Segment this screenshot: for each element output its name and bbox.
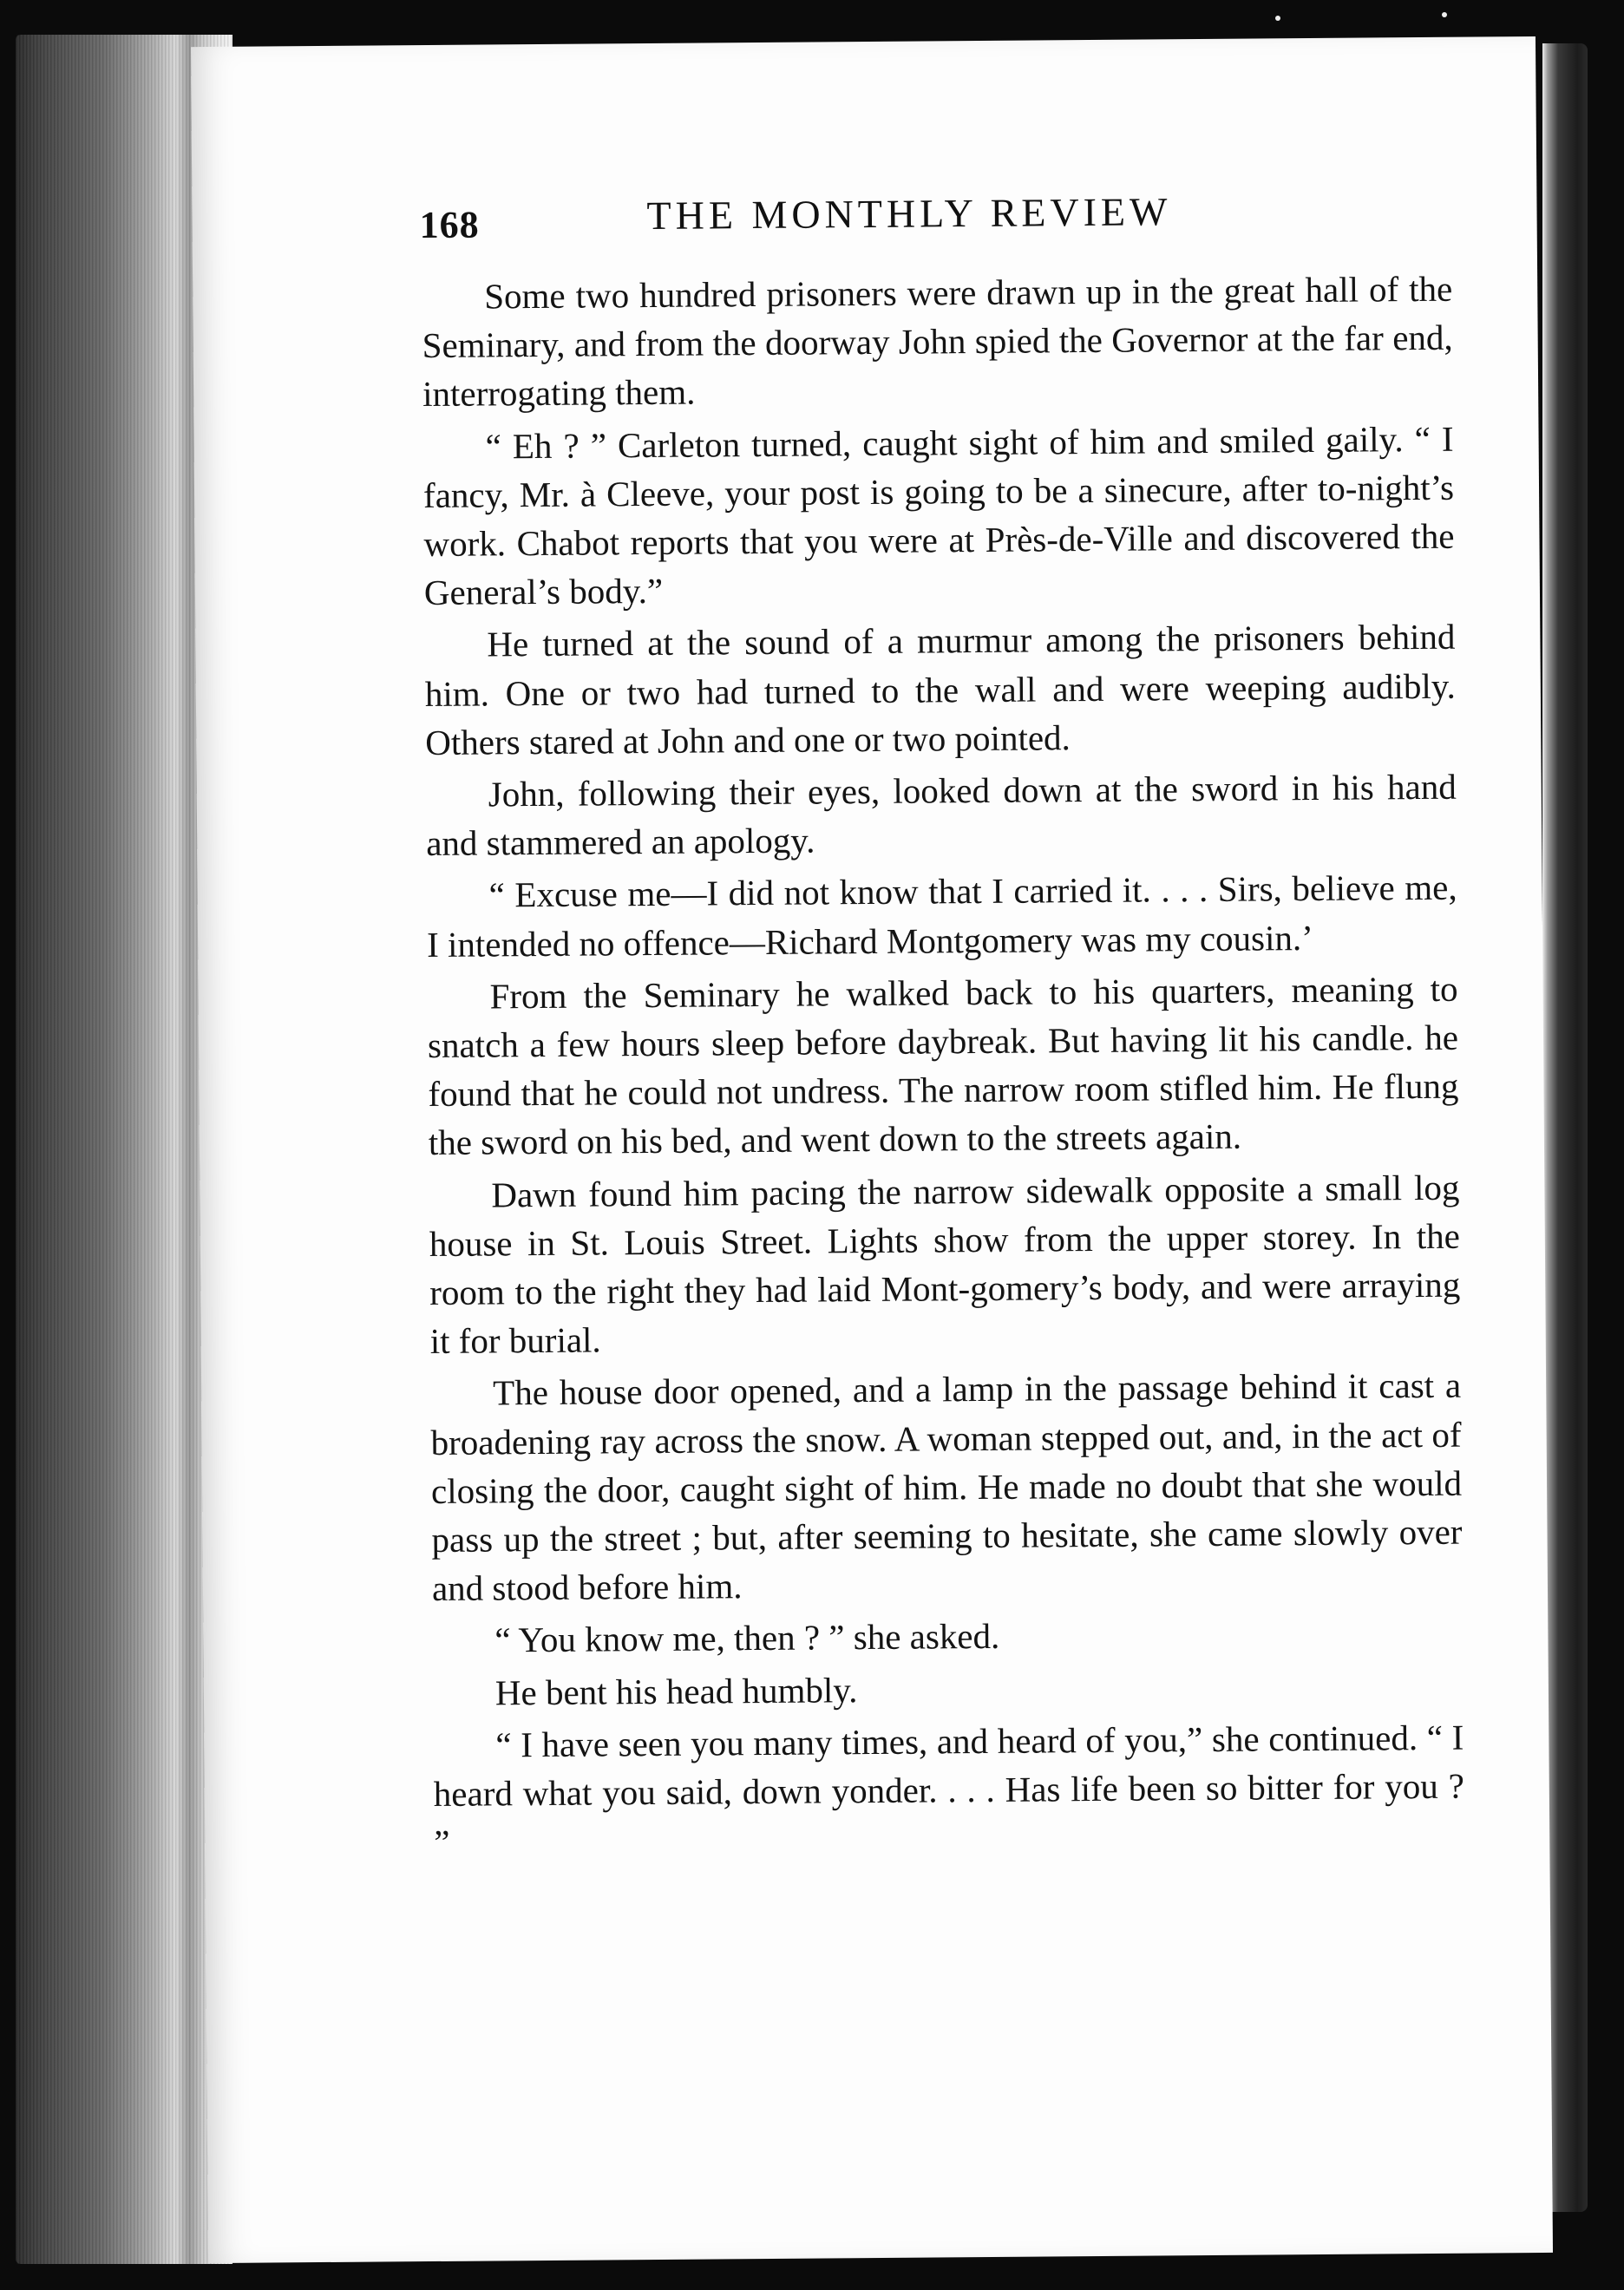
page-number: 168: [419, 203, 480, 247]
paragraph-5: “ Excuse me—I did not know that I carried it. . . . Sirs, believe me, I intended no offence—Richard Montgomery was my cousin.’: [426, 867, 1457, 965]
paragraph-2: “ Eh ? ” Carleton turned, caught sight of him and smiled gaily. “ I fancy, Mr. à Cleeve, your post is going to be a sinecure, after to-night’s work. Chabot reports that you were at Près-de-Ville and discovered the General’s body.”: [422, 418, 1455, 613]
paragraph-8: The house door opened, and a lamp in the passage behind it cast a broadening ray across the snow. A woman stepped out, and, in the act of closing the door, caught sight of him. He made no doubt that she would pass up the street ; but, after seeming to hesitate, she came slowly over and stood before him.: [430, 1365, 1463, 1609]
paragraph-3: He turned at the sound of a murmur among the prisoners behind him. One or two had turned to the wall and were weeping audibly. Others stared at John and one or two pointed.: [424, 617, 1456, 762]
paragraph-6: From the Seminary he walked back to his quarters, meaning to snatch a few hours sleep before daybreak. But having lit his candle. he found that he could not undress. The narrow room stifled him. He flung the sword on his bed, and went down to the streets again.: [427, 968, 1459, 1163]
paragraph-4: John, following their eyes, looked down at the sword in his hand and stammered an apology.: [426, 766, 1457, 864]
running-title: THE MONTHLY REVIEW: [646, 189, 1172, 239]
paragraph-1: Some two hundred prisoners were drawn up in the great hall of the Seminary, and from the doorway John spied the Governor at the far end, interrogating them.: [422, 268, 1453, 415]
page-header: [419, 186, 1461, 264]
paragraph-9: “ You know me, then ? ” she asked.: [494, 1616, 1000, 1660]
paragraph-7: Dawn found him pacing the narrow sidewalk opposite a small log house in St. Louis Street. Lights show from the upper storey. In the room to the right they had laid Mont-gomery’s body, and were arraying it for burial.: [429, 1167, 1461, 1362]
body-text: [422, 265, 1464, 1868]
scan-speck: [1442, 12, 1447, 17]
paragraph-11: “ I have seen you many times, and heard of you,” she continued. “ I heard what you said, down yonder. . . . Has life been so bitter for you ? ”: [433, 1717, 1464, 1863]
paragraph-10: He bent his head humbly.: [494, 1669, 858, 1713]
scan-speck: [1275, 16, 1280, 21]
book-page: [191, 36, 1553, 2263]
